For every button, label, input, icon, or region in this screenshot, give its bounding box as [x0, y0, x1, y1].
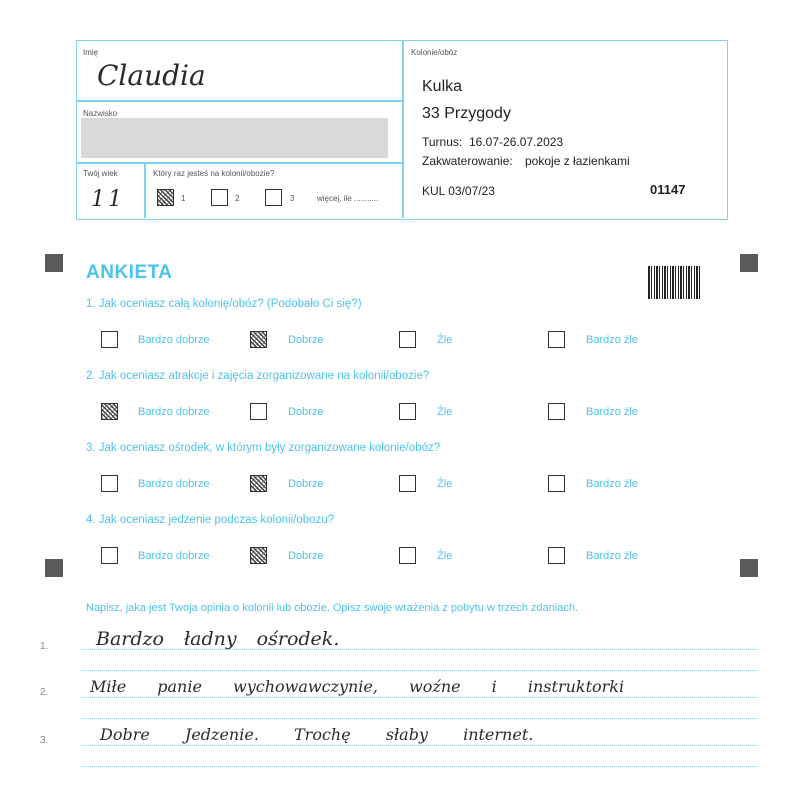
form-number: 01147: [650, 182, 686, 197]
q3-option-dobrze: Dobrze: [288, 478, 324, 490]
q2-checkbox-bardzo-dobrze[interactable]: [101, 403, 118, 420]
kolonie-label: Kolonie/obóz: [411, 48, 458, 57]
ktory-raz-checkbox-2[interactable]: [211, 189, 228, 206]
q4-option-bardzo-zle: Bardzo źle: [586, 550, 638, 562]
ktory-raz-option-1: 1: [181, 194, 186, 203]
header-box: [76, 40, 728, 220]
q4-option-bardzo-dobrze: Bardzo dobrze: [138, 550, 210, 562]
ktory-raz-checkbox-3[interactable]: [265, 189, 282, 206]
opinion-line-2-text[interactable]: Miłe panie wychowawczynie, woźne i instruktorki: [90, 677, 625, 696]
q4-checkbox-bardzo-dobrze[interactable]: [101, 547, 118, 564]
q3-checkbox-bardzo-dobrze[interactable]: [101, 475, 118, 492]
q1-checkbox-bardzo-zle[interactable]: [548, 331, 565, 348]
q3-checkbox-bardzo-zle[interactable]: [548, 475, 565, 492]
q1-checkbox-dobrze[interactable]: [250, 331, 267, 348]
question-2-text: 2. Jak oceniasz atrakcje i zajęcia zorganizowane na kolonii/obozie?: [86, 370, 430, 382]
camp-code: KUL 03/07/23: [422, 184, 495, 198]
camp-name: Kulka: [422, 78, 463, 95]
question-4-text: 4. Jak oceniasz jedzenie podczas kolonii/obozu?: [86, 514, 335, 526]
ktory-raz-label: Który raz jesteś na kolonii/obozie?: [153, 169, 275, 178]
opinion-line-3-text[interactable]: Dobre Jedzenie. Trochę słaby internet.: [100, 725, 534, 744]
q4-option-zle: Źle: [437, 550, 453, 562]
q1-option-dobrze: Dobrze: [288, 334, 324, 346]
q2-checkbox-zle[interactable]: [399, 403, 416, 420]
imie-value: Claudia: [97, 59, 206, 92]
q4-checkbox-bardzo-zle[interactable]: [548, 547, 565, 564]
q1-checkbox-bardzo-dobrze[interactable]: [101, 331, 118, 348]
opinion-line-1-number: 1.: [40, 641, 49, 652]
q3-checkbox-dobrze[interactable]: [250, 475, 267, 492]
registration-marker-bottom-left: [45, 559, 63, 577]
question-3-text: 3. Jak oceniasz ośrodek, w którym były zorganizowane kolonie/obóz?: [86, 442, 441, 454]
q1-option-bardzo-dobrze: Bardzo dobrze: [138, 334, 210, 346]
q3-checkbox-zle[interactable]: [399, 475, 416, 492]
opinion-line-3-number: 3.: [40, 735, 49, 746]
zakwaterowanie-label: Zakwaterowanie:: [422, 154, 513, 168]
q2-option-bardzo-dobrze: Bardzo dobrze: [138, 406, 210, 418]
q1-option-zle: Źle: [437, 334, 453, 346]
opinion-line-3-rule-lower: [82, 766, 757, 767]
ktory-raz-option-2: 2: [235, 194, 240, 203]
turnus-value: 16.07-26.07.2023: [469, 135, 564, 149]
q4-checkbox-dobrze[interactable]: [250, 547, 267, 564]
opinion-line-2-number: 2.: [40, 687, 49, 698]
nazwisko-redacted: [81, 118, 388, 158]
wiek-label: Twój wiek: [83, 169, 118, 178]
wiek-value: 11: [91, 187, 125, 212]
camp-program: 33 Przygody: [422, 105, 511, 122]
q3-option-bardzo-dobrze: Bardzo dobrze: [138, 478, 210, 490]
registration-marker-top-right: [740, 254, 758, 272]
turnus-label: Turnus:: [422, 135, 463, 149]
q3-option-bardzo-zle: Bardzo źle: [586, 478, 638, 490]
opinion-line-3-rule: [82, 745, 757, 746]
opinion-line-1-text[interactable]: Bardzo ładny ośrodek.: [96, 628, 340, 650]
ktory-raz-checkbox-1[interactable]: [157, 189, 174, 206]
ktory-raz-option-3: 3: [290, 194, 295, 203]
question-1-text: 1. Jak oceniasz całą kolonię/obóz? (Podobało Ci się?): [86, 298, 362, 310]
q2-option-dobrze: Dobrze: [288, 406, 324, 418]
q2-option-bardzo-zle: Bardzo źle: [586, 406, 638, 418]
registration-marker-bottom-right: [740, 559, 758, 577]
q3-option-zle: Źle: [437, 478, 453, 490]
q4-option-dobrze: Dobrze: [288, 550, 324, 562]
opinion-prompt: Napisz, jaka jest Twoja opinia o kolonii lub obozie. Opisz swoje wrażenia z pobytu w trzech zdaniach.: [86, 602, 578, 614]
opinion-line-1-rule-lower: [82, 670, 757, 671]
zakwaterowanie-value: pokoje z łazienkami: [525, 154, 630, 168]
q1-checkbox-zle[interactable]: [399, 331, 416, 348]
q1-option-bardzo-zle: Bardzo źle: [586, 334, 638, 346]
opinion-line-2-rule-lower: [82, 718, 757, 719]
q2-option-zle: Źle: [437, 406, 453, 418]
opinion-line-2-rule: [82, 697, 757, 698]
imie-label: Imię: [83, 48, 99, 57]
q2-checkbox-bardzo-zle[interactable]: [548, 403, 565, 420]
barcode: [648, 266, 702, 299]
survey-title: ANKIETA: [86, 262, 173, 283]
q4-checkbox-zle[interactable]: [399, 547, 416, 564]
wiecej-label: więcej, ile ...........: [317, 194, 379, 203]
nazwisko-label: Nazwisko: [83, 109, 118, 118]
opinion-line-1-rule: [82, 649, 757, 650]
registration-marker-top-left: [45, 254, 63, 272]
q2-checkbox-dobrze[interactable]: [250, 403, 267, 420]
